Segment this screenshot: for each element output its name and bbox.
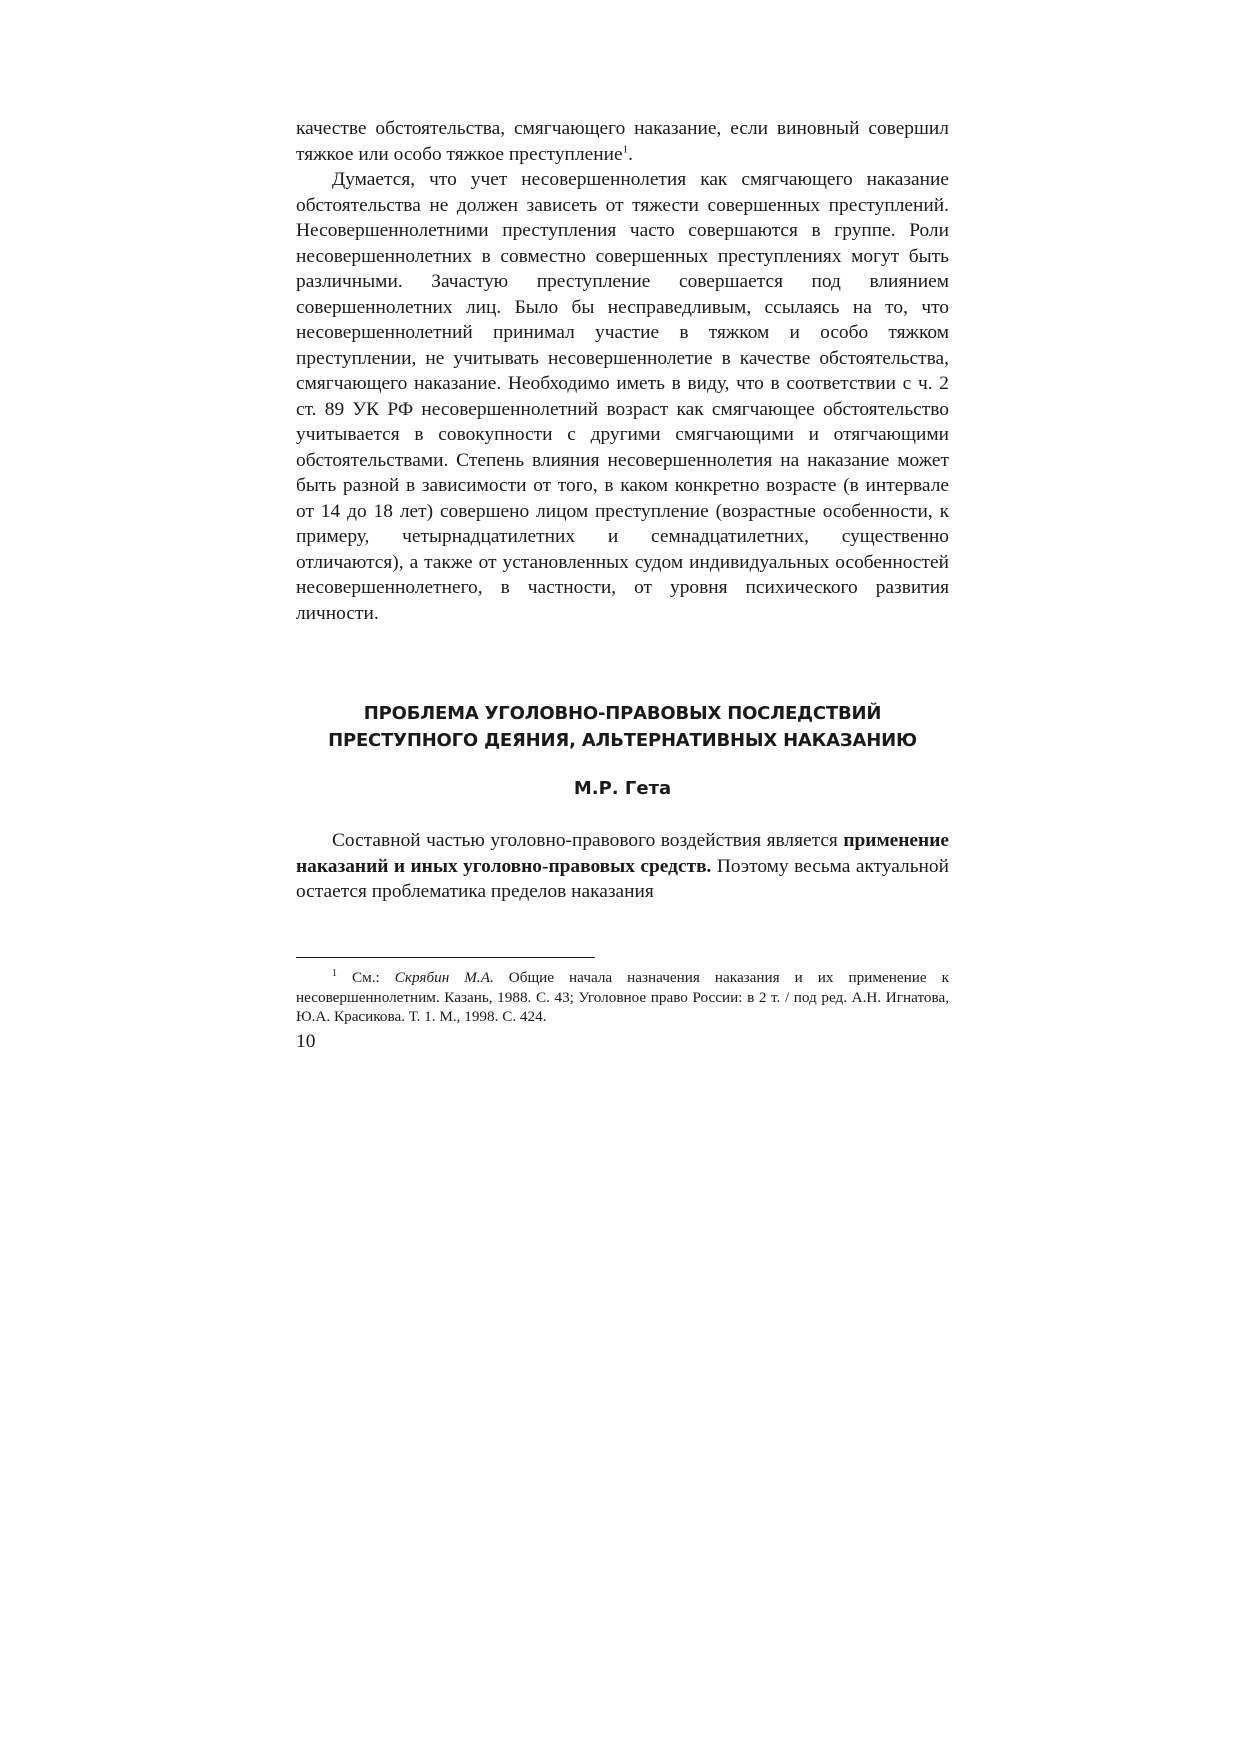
paragraph-1-end: . (628, 143, 633, 165)
article-paragraph-bold: применение наказаний и иных уголовно-правовых средств. (296, 830, 949, 877)
article-title-line-1: ПРОБЛЕМА УГОЛОВНО-ПРАВОВЫХ ПОСЛЕДСТВИЙ (363, 703, 882, 724)
article-paragraph-start: Составной частью уголовно-правового воздействия является (332, 830, 844, 851)
footnote-number: 1 (332, 967, 337, 979)
paragraph-1-text: качестве обстоятельства, смягчающего наказание, если виновный совершил тяжкое или особо тяжкое преступление (296, 118, 949, 165)
footnote (296, 968, 949, 1027)
article-paragraph-rest: Поэтому весьма актуальной остается проблематика пределов наказания (296, 855, 950, 902)
footnote-reference[interactable]: 1 (622, 143, 629, 156)
footnote-author: Скрябин М.А. (394, 969, 494, 986)
article-paragraph-1 (296, 828, 949, 905)
paragraph-continuation (296, 116, 949, 167)
page-number: 10 (296, 1031, 316, 1052)
article-body (296, 828, 949, 905)
footnote-text: Общие начала назначения наказания и их применение к несовершеннолетним. Казань, 1988. С. 43; Уголовное право России: в 2 т. / под ред. А.Н. Игнатова, Ю.А. Красикова. Т. 1. М., 1998. С. 424. (296, 969, 949, 1025)
article-author: М.Р. Гета (573, 778, 672, 799)
article-title-line-2: ПРЕСТУПНОГО ДЕЯНИЯ, АЛЬТЕРНАТИВНЫХ НАКАЗАНИЮ (328, 730, 917, 751)
footnote-divider (296, 957, 595, 958)
main-text-block (296, 116, 949, 626)
footnote-prefix: См.: (337, 969, 395, 986)
article-title (296, 700, 949, 754)
paragraph-2: Думается, что учет несовершеннолетия как смягчающего наказание обстоятельства не должен зависеть от тяжести совершенных преступлений. Несовершеннолетними преступления часто совершаются в группе. Роли несовершеннолетних в совместно совершенных преступлениях могут быть различными. Зачастую преступление совершается под влиянием совершеннолетних лиц. Было бы несправедливым, ссылаясь на то, что несовершеннолетний принимал участие в тяжком и особо тяжком преступлении, не учитывать несовершеннолетие в качестве обстоятельства, смягчающего наказание. Необходимо иметь в виду, что в соответствии с ч. 2 ст. 89 УК РФ несовершеннолетний возраст как смягчающее обстоятельство учитывается в совокупности с другими смягчающими и отягчающими обстоятельствами. Степень влияния несовершеннолетия на наказание может быть разной в зависимости от того, в каком конкретно возрасте (в интервале от 14 до 18 лет) совершено лицом преступление (возрастные особенности, к примеру, четырнадцатилетних и семнадцатилетних, существенно отличаются), а также от установленных судом индивидуальных особенностей несовершеннолетнего, в частности, от уровня психического развития личности. (296, 169, 949, 624)
